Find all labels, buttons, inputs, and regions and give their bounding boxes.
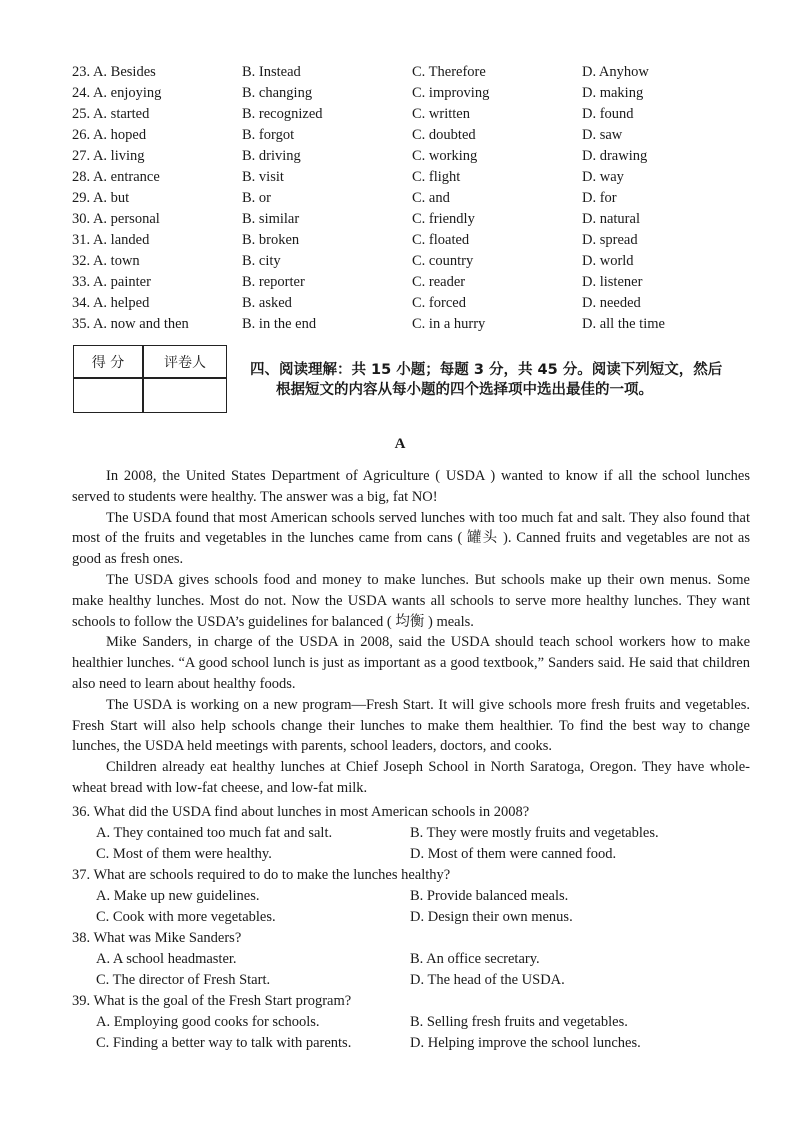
option-choice-b: B. or bbox=[242, 190, 271, 206]
option-row bbox=[72, 167, 772, 188]
question-choice-a[interactable]: A. They contained too much fat and salt. bbox=[96, 825, 333, 841]
question-options bbox=[72, 886, 772, 907]
question-choice-a[interactable]: A. A school headmaster. bbox=[96, 951, 237, 967]
option-choice-a: 29. A. but bbox=[72, 190, 130, 206]
question-choice-b[interactable]: B. An office secretary. bbox=[410, 951, 540, 967]
question-choice-b[interactable]: B. They were mostly fruits and vegetables. bbox=[410, 825, 659, 841]
question-list bbox=[72, 802, 772, 1054]
option-choice-d: D. all the time bbox=[582, 316, 665, 332]
option-choice-b: B. similar bbox=[242, 211, 300, 227]
option-choice-b: B. forgot bbox=[242, 127, 295, 143]
option-choice-d: D. drawing bbox=[582, 148, 648, 164]
option-choice-c: C. and bbox=[412, 190, 450, 206]
question-options bbox=[72, 970, 772, 991]
option-choice-a: 30. A. personal bbox=[72, 211, 160, 227]
option-choice-b: B. visit bbox=[242, 169, 284, 185]
option-choice-c: C. written bbox=[412, 106, 470, 122]
section-heading bbox=[250, 360, 760, 400]
question-choice-c[interactable]: C. The director of Fresh Start. bbox=[96, 972, 271, 988]
option-choice-a: 35. A. now and then bbox=[72, 316, 189, 332]
option-row bbox=[72, 104, 772, 125]
question-choice-d[interactable]: D. Most of them were canned food. bbox=[410, 846, 617, 862]
question-choice-d[interactable]: D. The head of the USDA. bbox=[410, 972, 565, 988]
option-row bbox=[72, 125, 772, 146]
option-choice-a: 26. A. hoped bbox=[72, 127, 147, 143]
passage-paragraph: The USDA found that most American schools served lunches with too much fat and salt. They also found that most of the fruits and vegetables in the lunches came from cans ( 罐头 ). Canned fruits and vegetables are not as good as fresh ones. bbox=[72, 509, 750, 568]
option-choice-b: B. in the end bbox=[242, 316, 317, 332]
passage-paragraph: The USDA gives schools food and money to make lunches. But schools make up their own menus. Some make healthy lunches. Most do not. Now the USDA wants all schools to serve more healthy lunches. They want schools to follow the USDA’s guidelines for balanced ( 均衡 ) meals. bbox=[72, 571, 750, 630]
option-row bbox=[72, 83, 772, 104]
option-choice-a: 25. A. started bbox=[72, 106, 150, 122]
option-choice-b: B. driving bbox=[242, 148, 301, 164]
option-row bbox=[72, 272, 772, 293]
score-box bbox=[73, 345, 227, 413]
passage-paragraph: Mike Sanders, in charge of the USDA in 2008, said the USDA should teach school workers how to make healthier lunches. “A good school lunch is just as important as a good textbook,” Sanders said. He said that children also need to learn about healthy foods. bbox=[72, 634, 750, 692]
score-box-divider bbox=[74, 377, 226, 379]
option-row bbox=[72, 146, 772, 167]
option-row bbox=[72, 293, 772, 314]
passage-title: A bbox=[394, 436, 406, 452]
option-choice-c: C. improving bbox=[412, 85, 490, 101]
option-choice-c: C. working bbox=[412, 148, 478, 164]
option-row bbox=[72, 62, 772, 83]
option-choice-a: 31. A. landed bbox=[72, 232, 150, 248]
question-options bbox=[72, 1033, 772, 1054]
option-choice-c: C. doubted bbox=[412, 127, 476, 143]
option-choice-c: C. friendly bbox=[412, 211, 475, 227]
question-stem: 39. What is the goal of the Fresh Start program? bbox=[72, 993, 352, 1009]
option-choice-a: 34. A. helped bbox=[72, 295, 150, 311]
option-choice-c: C. flight bbox=[412, 169, 461, 185]
question-stem: 37. What are schools required to do to make the lunches healthy? bbox=[72, 867, 451, 883]
grader-label: 评卷人 bbox=[164, 355, 206, 371]
question-stem: 38. What was Mike Sanders? bbox=[72, 930, 242, 946]
section-heading-line: 根据短文的内容从每小题的四个选择项中选出最佳的一项。 bbox=[276, 382, 653, 398]
option-row bbox=[72, 314, 772, 335]
option-choice-a: 24. A. enjoying bbox=[72, 85, 162, 101]
option-choice-d: D. Anyhow bbox=[582, 64, 649, 80]
option-choice-c: C. in a hurry bbox=[412, 316, 486, 332]
option-choice-d: D. way bbox=[582, 169, 624, 185]
reading-passage bbox=[72, 466, 750, 799]
option-choice-d: D. listener bbox=[582, 274, 643, 290]
question-choice-b[interactable]: B. Selling fresh fruits and vegetables. bbox=[410, 1014, 628, 1030]
option-choice-d: D. making bbox=[582, 85, 644, 101]
passage-paragraph: In 2008, the United States Department of Agriculture ( USDA ) wanted to know if all the school lunches served to students were healthy. The answer was a big, fat NO! bbox=[72, 468, 750, 505]
option-choice-a: 28. A. entrance bbox=[72, 169, 160, 185]
option-choice-d: D. needed bbox=[582, 295, 641, 311]
question-choice-a[interactable]: A. Employing good cooks for schools. bbox=[96, 1014, 320, 1030]
question-choice-d[interactable]: D. Design their own menus. bbox=[410, 909, 573, 925]
option-choice-c: C. floated bbox=[412, 232, 470, 248]
cloze-options bbox=[72, 62, 772, 335]
option-choice-c: C. Therefore bbox=[412, 64, 486, 80]
option-choice-a: 32. A. town bbox=[72, 253, 140, 269]
option-choice-c: C. forced bbox=[412, 295, 466, 311]
option-choice-b: B. reporter bbox=[242, 274, 305, 290]
option-choice-d: D. for bbox=[582, 190, 617, 206]
passage-paragraph: Children already eat healthy lunches at Chief Joseph School in North Saratoga, Oregon. They have whole-wheat bread with low-fat cheese, and low-fat milk. bbox=[72, 759, 750, 796]
question-choice-a[interactable]: A. Make up new guidelines. bbox=[96, 888, 260, 904]
question-options bbox=[72, 844, 772, 865]
question-options bbox=[72, 1012, 772, 1033]
option-choice-b: B. city bbox=[242, 253, 281, 269]
option-row bbox=[72, 209, 772, 230]
score-label: 得 分 bbox=[91, 355, 125, 371]
option-choice-d: D. spread bbox=[582, 232, 638, 248]
option-choice-c: C. country bbox=[412, 253, 474, 269]
question-options bbox=[72, 949, 772, 970]
option-choice-b: B. asked bbox=[242, 295, 292, 311]
question-choice-c[interactable]: C. Cook with more vegetables. bbox=[96, 909, 276, 925]
question-choice-b[interactable]: B. Provide balanced meals. bbox=[410, 888, 569, 904]
option-choice-c: C. reader bbox=[412, 274, 466, 290]
option-choice-d: D. saw bbox=[582, 127, 623, 143]
option-choice-a: 23. A. Besides bbox=[72, 64, 156, 80]
option-choice-d: D. natural bbox=[582, 211, 640, 227]
option-choice-d: D. world bbox=[582, 253, 634, 269]
option-choice-b: B. Instead bbox=[242, 64, 301, 80]
passage-paragraph: The USDA is working on a new program—Fresh Start. It will give schools more fresh fruits and vegetables. Fresh Start will also help schools change their lunches to make them healthier. To find the best way to change lunches, the USDA held meetings with parents, school leaders, doctors, and cooks. bbox=[72, 696, 750, 755]
question-options bbox=[72, 823, 772, 844]
question-stem: 36. What did the USDA find about lunches in most American schools in 2008? bbox=[72, 804, 530, 820]
option-choice-b: B. broken bbox=[242, 232, 300, 248]
question-choice-d[interactable]: D. Helping improve the school lunches. bbox=[410, 1035, 641, 1051]
option-choice-b: B. recognized bbox=[242, 106, 323, 122]
section-heading-line: 四、阅读理解：共 15 小题；每题 3 分，共 45 分。阅读下列短文，然后 bbox=[250, 362, 723, 378]
option-choice-b: B. changing bbox=[242, 85, 313, 101]
option-choice-d: D. found bbox=[582, 106, 634, 122]
question-choice-c[interactable]: C. Finding a better way to talk with parents. bbox=[96, 1035, 352, 1051]
option-row bbox=[72, 251, 772, 272]
question-choice-c[interactable]: C. Most of them were healthy. bbox=[96, 846, 272, 862]
option-row bbox=[72, 188, 772, 209]
option-choice-a: 27. A. living bbox=[72, 148, 145, 164]
option-choice-a: 33. A. painter bbox=[72, 274, 151, 290]
option-row bbox=[72, 230, 772, 251]
question-options bbox=[72, 907, 772, 928]
